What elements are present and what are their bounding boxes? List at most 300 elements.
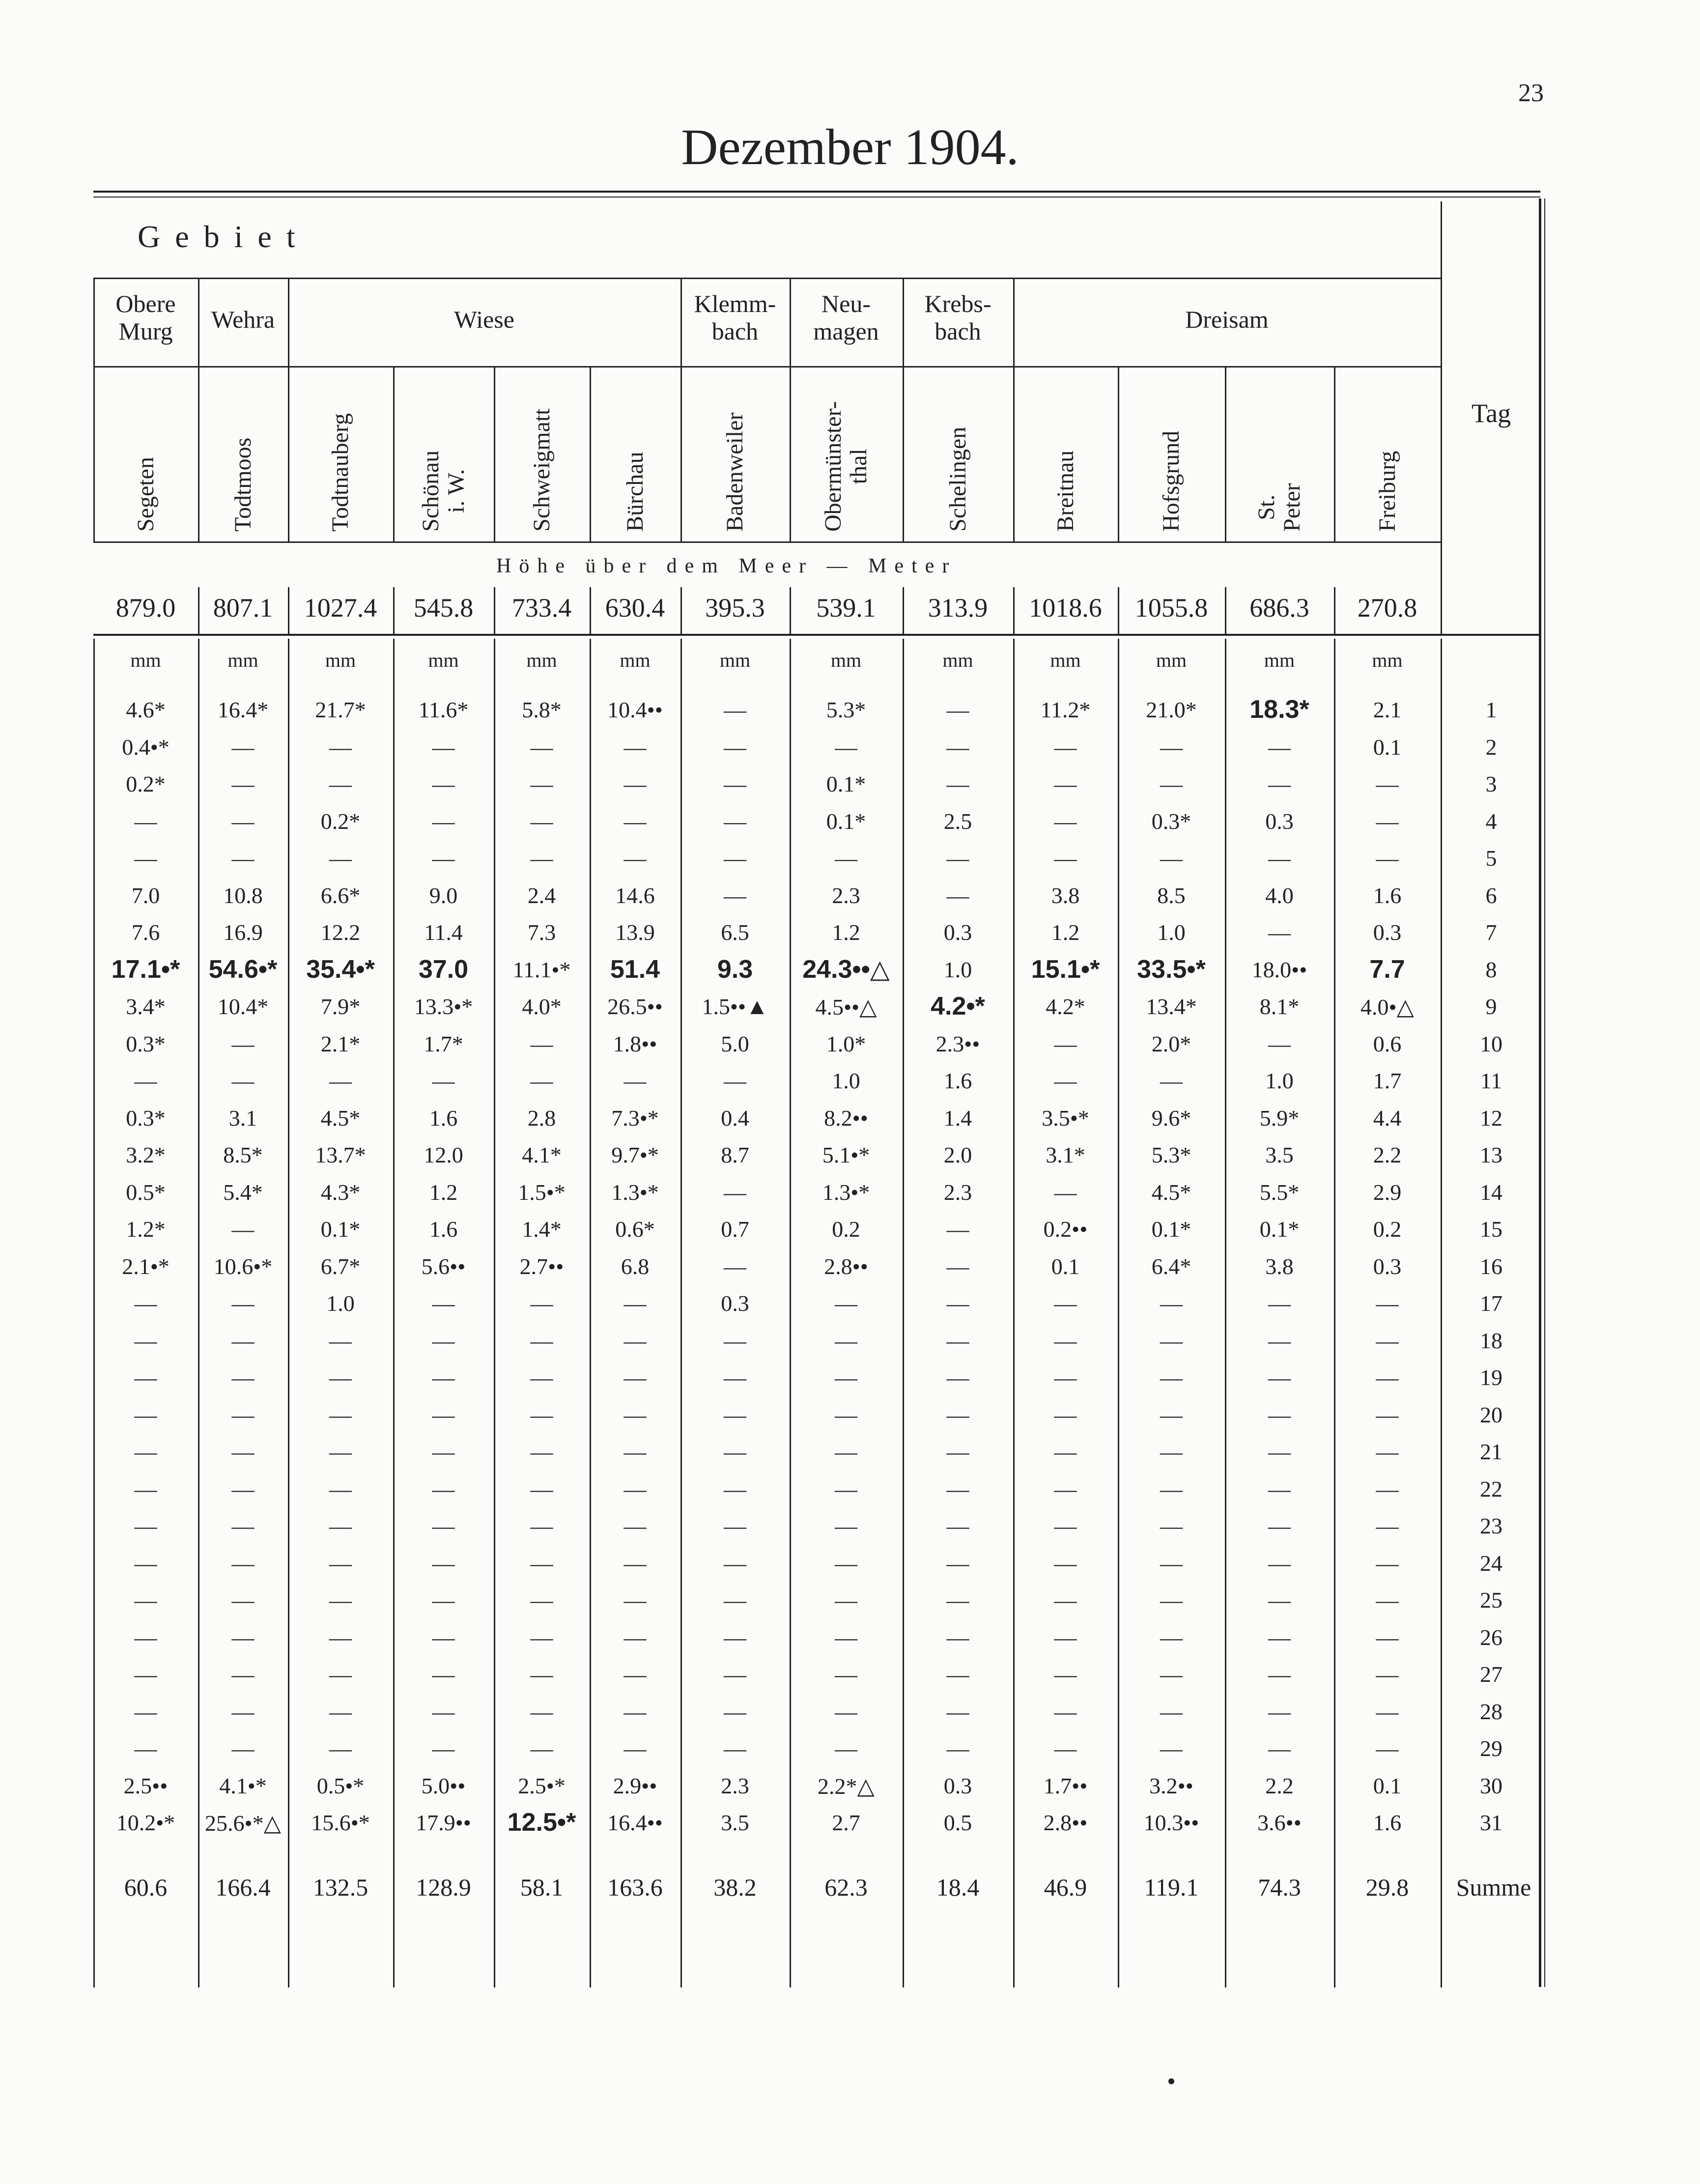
table-cell: 8.1*	[1259, 994, 1300, 1019]
table-cell: 12.0	[424, 1142, 463, 1167]
day-number: 1	[1485, 697, 1497, 722]
table-cell: 3.6••	[1257, 1810, 1302, 1835]
unit-label: mm	[227, 649, 258, 671]
table-cell: —	[530, 1439, 553, 1464]
table-cell: 2.9	[1373, 1179, 1402, 1205]
table-cell: —	[1268, 1550, 1291, 1576]
table-cell: —	[530, 1624, 553, 1650]
table-cell: —	[231, 1402, 255, 1427]
table-cell: 0.3	[1265, 808, 1294, 834]
table-cell: —	[724, 1328, 746, 1353]
table-cell: 7.6	[131, 920, 160, 945]
table-cell: —	[1268, 1031, 1291, 1056]
table-cell: 5.3*	[1151, 1142, 1191, 1167]
table-cell: —	[231, 1662, 255, 1687]
day-number: 2	[1485, 734, 1497, 760]
table-cell: —	[1376, 1291, 1399, 1316]
table-cell: —	[1160, 1068, 1183, 1093]
table-cell: —	[1268, 1699, 1291, 1724]
table-cell: 1.6	[943, 1068, 972, 1093]
table-cell: —	[530, 771, 553, 796]
table-cell: —	[530, 1476, 553, 1502]
table-cell: —	[1376, 1328, 1399, 1353]
table-cell: 26.5••	[607, 994, 663, 1019]
table-cell: —	[724, 1439, 746, 1464]
table-cell: —	[946, 1662, 969, 1687]
station-elevation: 630.4	[605, 593, 665, 623]
table-cell: —	[432, 1662, 455, 1687]
table-cell: 4.1•*	[219, 1773, 267, 1798]
table-cell: 18.3*	[1249, 695, 1309, 724]
table-cell: —	[946, 697, 969, 722]
table-cell: 13.3•*	[414, 994, 473, 1019]
table-cell: 2.1*	[320, 1031, 361, 1056]
station-elevation: 807.1	[213, 593, 273, 623]
table-cell: 10.3••	[1143, 1810, 1199, 1835]
table-cell: —	[1376, 1624, 1399, 1650]
unit-label: mm	[325, 649, 356, 671]
table-cell: 2.2*△	[818, 1773, 875, 1799]
table-cell: 1.0	[832, 1068, 860, 1093]
table-cell: —	[724, 734, 746, 760]
summe-label: Summe	[1456, 1873, 1531, 1901]
table-cell: 0.3	[721, 1291, 749, 1316]
table-cell: —	[835, 734, 857, 760]
table-cell: 2.1•*	[122, 1253, 170, 1279]
table-cell: —	[1376, 1476, 1399, 1502]
table-cell: —	[1054, 1699, 1077, 1724]
table-cell: —	[329, 1328, 352, 1353]
table-cell: —	[835, 1662, 857, 1687]
table-cell: —	[724, 808, 746, 834]
table-cell: 0.2••	[1043, 1217, 1088, 1242]
table-cell: —	[134, 1476, 157, 1502]
table-cell: —	[134, 1736, 157, 1761]
station-elevation: 1018.6	[1029, 593, 1102, 623]
total-cell: 128.9	[416, 1873, 471, 1901]
table-cell: —	[946, 846, 969, 871]
table-cell: —	[946, 1402, 969, 1427]
table-cell: —	[946, 771, 969, 796]
station-name: Freiburg	[1374, 451, 1400, 532]
table-cell: —	[134, 1662, 157, 1687]
table-cell: —	[231, 1624, 255, 1650]
table-cell: —	[231, 1476, 255, 1502]
table-cell: 4.6*	[126, 697, 166, 722]
table-cell: —	[946, 1439, 969, 1464]
day-number: 6	[1485, 882, 1497, 908]
day-number: 28	[1480, 1699, 1502, 1724]
table-cell: 5.1•*	[822, 1142, 870, 1167]
table-cell: 3.2••	[1149, 1773, 1193, 1798]
station-separator	[1225, 366, 1226, 543]
page-number: 23	[1518, 79, 1544, 107]
table-cell: —	[1376, 1365, 1399, 1390]
table-cell: 2.2	[1373, 1142, 1402, 1167]
day-number: 15	[1480, 1217, 1502, 1242]
station-name: Segeten	[132, 457, 159, 532]
unit-label: mm	[130, 649, 161, 671]
table-cell: —	[231, 1736, 255, 1761]
station-elevation: 270.8	[1357, 593, 1417, 623]
table-cell: 6.7*	[320, 1253, 361, 1279]
table-cell: —	[1054, 808, 1077, 834]
table-cell: —	[835, 1365, 857, 1390]
table-cell: 4.5*	[320, 1105, 361, 1131]
table-cell: 4.0*	[522, 994, 562, 1019]
table-cell: —	[1268, 1439, 1291, 1464]
table-cell: 1.2*	[126, 1217, 166, 1242]
table-cell: 12.2	[320, 920, 361, 945]
table-cell: —	[835, 1699, 857, 1724]
table-cell: —	[1054, 1031, 1077, 1056]
table-cell: 3.1	[228, 1105, 257, 1131]
table-cell: —	[1160, 1624, 1183, 1650]
top-rule	[93, 191, 1540, 193]
table-cell: —	[1160, 1736, 1183, 1761]
table-cell: —	[231, 1588, 255, 1613]
table-cell: 0.1*	[1151, 1217, 1191, 1242]
table-cell: —	[1054, 771, 1077, 796]
data-column-line-tag	[1441, 639, 1442, 1987]
table-cell: —	[946, 1699, 969, 1724]
table-cell: —	[530, 808, 553, 834]
unit-label: mm	[428, 649, 459, 671]
table-cell: —	[623, 1662, 647, 1687]
table-cell: —	[1160, 1328, 1183, 1353]
table-cell: —	[1054, 1624, 1077, 1650]
table-cell: 9.7•*	[611, 1142, 659, 1167]
station-name: St. Peter	[1253, 483, 1305, 532]
day-number: 19	[1480, 1365, 1502, 1390]
table-cell: —	[1376, 1736, 1399, 1761]
day-number: 27	[1480, 1662, 1502, 1687]
table-cell: —	[1054, 846, 1077, 871]
table-cell: —	[623, 1365, 647, 1390]
day-number: 7	[1485, 920, 1497, 945]
table-cell: —	[1268, 734, 1291, 760]
table-cell: —	[1268, 1624, 1291, 1650]
table-cell: —	[1376, 1550, 1399, 1576]
table-cell: 0.1*	[826, 771, 866, 796]
table-cell: —	[134, 808, 157, 834]
table-cell: 13.7*	[315, 1142, 366, 1167]
table-cell: 54.6•*	[208, 955, 278, 984]
table-cell: —	[231, 1439, 255, 1464]
table-cell: 5.5*	[1259, 1179, 1300, 1205]
table-cell: 1.6	[429, 1105, 458, 1131]
table-cell: —	[623, 771, 647, 796]
table-cell: 10.8	[223, 882, 263, 908]
table-cell: 1.3•*	[822, 1179, 870, 1205]
unit-label: mm	[526, 649, 557, 671]
table-cell: —	[946, 1513, 969, 1538]
station-name: Hofsgrund	[1158, 430, 1184, 532]
table-cell: —	[1054, 1662, 1077, 1687]
table-cell: 25.6•*△	[205, 1811, 281, 1836]
table-cell: 6.5	[721, 920, 749, 945]
table-cell: 11.1•*	[512, 957, 571, 982]
table-cell: —	[530, 1699, 553, 1724]
right-frame	[1539, 199, 1541, 1987]
table-cell: —	[835, 1736, 857, 1761]
table-cell: 1.3•*	[611, 1179, 659, 1205]
table-cell: —	[329, 1365, 352, 1390]
table-cell: 10.2•*	[116, 1810, 175, 1835]
table-cell: 0.3*	[126, 1031, 166, 1056]
table-cell: —	[623, 1402, 647, 1427]
table-cell: 0.1	[1373, 1773, 1402, 1798]
table-cell: 16.4*	[217, 697, 269, 722]
table-cell: —	[724, 1588, 746, 1613]
table-cell: —	[1160, 1402, 1183, 1427]
table-cell: 2.8••	[824, 1253, 868, 1279]
table-cell: 1.2	[832, 920, 860, 945]
table-cell: 15.1•*	[1031, 955, 1100, 984]
region-top-rule	[93, 278, 1442, 279]
table-cell: —	[432, 1624, 455, 1650]
day-number: 29	[1480, 1736, 1502, 1761]
table-cell: —	[1054, 1365, 1077, 1390]
table-cell: 11.6*	[418, 697, 469, 722]
hoehe-label: Höhe über dem Meer — Meter	[496, 555, 957, 577]
table-cell: —	[432, 734, 455, 760]
table-cell: —	[1054, 734, 1077, 760]
table-cell: 7.9*	[320, 994, 361, 1019]
table-cell: 6.8	[621, 1253, 650, 1279]
table-cell: 10.4••	[607, 697, 663, 722]
table-cell: 0.3	[943, 1773, 972, 1798]
table-cell: —	[724, 1365, 746, 1390]
table-cell: —	[623, 808, 647, 834]
table-cell: 4.0•△	[1360, 994, 1414, 1020]
table-cell: —	[329, 734, 352, 760]
table-cell: 1.0	[326, 1291, 355, 1316]
unit-label: mm	[942, 649, 973, 671]
table-cell: —	[329, 1662, 352, 1687]
table-cell: 9.3	[717, 955, 753, 984]
table-cell: —	[329, 1550, 352, 1576]
table-cell: 5.6••	[421, 1253, 466, 1279]
table-cell: 0.2	[1373, 1217, 1402, 1242]
table-cell: 1.2	[429, 1179, 458, 1205]
total-cell: 62.3	[824, 1873, 868, 1901]
table-cell: 0.6	[1373, 1031, 1402, 1056]
day-number: 22	[1480, 1476, 1502, 1502]
table-cell: 4.3*	[320, 1179, 361, 1205]
table-cell: 17.1•*	[111, 955, 180, 984]
table-cell: —	[1268, 1402, 1291, 1427]
table-cell: —	[1376, 808, 1399, 834]
table-cell: —	[432, 1550, 455, 1576]
table-cell: 2.5••	[123, 1773, 168, 1798]
table-cell: —	[329, 771, 352, 796]
table-cell: —	[1160, 1699, 1183, 1724]
table-cell: 13.4*	[1146, 994, 1197, 1019]
region-label: Klemm- bach	[694, 290, 776, 345]
table-cell: —	[1376, 846, 1399, 871]
table-cell: —	[1376, 1439, 1399, 1464]
table-cell: 5.0••	[421, 1773, 466, 1798]
table-cell: —	[946, 1476, 969, 1502]
table-cell: 14.6	[615, 882, 655, 908]
table-cell: —	[1160, 1439, 1183, 1464]
table-cell: 4.2•*	[931, 992, 985, 1021]
table-cell: 1.0	[1265, 1068, 1294, 1093]
table-cell: 0.7	[721, 1217, 749, 1242]
station-top-rule	[93, 366, 1442, 368]
table-cell: —	[1160, 1513, 1183, 1538]
day-number: 26	[1480, 1624, 1502, 1650]
table-cell: 1.2	[1051, 920, 1080, 945]
table-cell: —	[530, 1031, 553, 1056]
table-cell: —	[623, 1439, 647, 1464]
table-cell: —	[1160, 1662, 1183, 1687]
page-title: Dezember 1904.	[681, 119, 1019, 175]
table-cell: —	[231, 1068, 255, 1093]
table-cell: 3.5•*	[1042, 1105, 1089, 1131]
table-cell: —	[724, 1736, 746, 1761]
table-cell: 0.2*	[320, 808, 361, 834]
table-cell: —	[231, 808, 255, 834]
table-cell: —	[623, 1624, 647, 1650]
table-cell: 12.5•*	[507, 1808, 576, 1837]
table-cell: —	[231, 1513, 255, 1538]
unit-label: mm	[620, 649, 651, 671]
table-cell: —	[1268, 1513, 1291, 1538]
station-elevation: 1055.8	[1134, 593, 1208, 623]
table-cell: —	[1268, 1365, 1291, 1390]
unit-label: mm	[719, 649, 751, 671]
table-cell: 2.4	[527, 882, 556, 908]
table-cell: —	[329, 1699, 352, 1724]
table-cell: —	[946, 1550, 969, 1576]
table-cell: —	[1268, 1291, 1291, 1316]
table-cell: 5.3*	[826, 697, 866, 722]
table-cell: 4.5••△	[815, 994, 877, 1020]
day-number: 8	[1485, 957, 1497, 982]
region-label: Krebs- bach	[924, 290, 992, 345]
table-cell: 0.3*	[1151, 808, 1191, 834]
table-cell: —	[946, 1624, 969, 1650]
table-cell: 1.6	[429, 1217, 458, 1242]
gebiet-label: Gebiet	[138, 219, 310, 254]
table-cell: —	[724, 1253, 746, 1279]
table-cell: 3.8	[1265, 1253, 1294, 1279]
table-cell: 1.6	[1373, 1810, 1402, 1835]
table-cell: 8.5*	[223, 1142, 263, 1167]
total-cell: 74.3	[1258, 1873, 1301, 1901]
table-cell: —	[835, 1328, 857, 1353]
table-cell: 3.1*	[1046, 1142, 1085, 1167]
station-bottom-rule	[93, 541, 1442, 543]
table-cell: 0.3	[943, 920, 972, 945]
table-cell: 0.3	[1373, 920, 1402, 945]
unit-label: mm	[830, 649, 862, 671]
table-cell: —	[432, 1736, 455, 1761]
table-cell: 33.5•*	[1137, 955, 1206, 984]
table-cell: —	[432, 1068, 455, 1093]
table-cell: 2.3	[721, 1773, 749, 1798]
table-cell: —	[231, 1699, 255, 1724]
table-cell: —	[329, 1736, 352, 1761]
table-cell: —	[530, 1588, 553, 1613]
total-cell: 119.1	[1144, 1873, 1199, 1901]
table-cell: 0.5	[943, 1810, 972, 1835]
table-cell: 9.6*	[1151, 1105, 1191, 1131]
table-cell: —	[530, 1328, 553, 1353]
station-name: Schönau i. W.	[417, 450, 469, 532]
table-cell: 0.1*	[826, 808, 866, 834]
table-cell: 7.3•*	[611, 1105, 659, 1131]
table-cell: 1.7••	[1043, 1773, 1088, 1798]
table-cell: —	[1054, 1068, 1077, 1093]
table-cell: 16.4••	[607, 1810, 663, 1835]
table-cell: —	[1160, 771, 1183, 796]
table-cell: —	[134, 1068, 157, 1093]
table-cell: 5.9*	[1259, 1105, 1300, 1131]
table-cell: —	[329, 1513, 352, 1538]
table-cell: —	[432, 771, 455, 796]
table-cell: —	[432, 1365, 455, 1390]
table-cell: 0.4	[721, 1105, 749, 1131]
table-cell: —	[1054, 1328, 1077, 1353]
table-cell: —	[432, 846, 455, 871]
day-number: 17	[1480, 1291, 1502, 1316]
table-cell: 3.2*	[126, 1142, 166, 1167]
table-cell: —	[134, 846, 157, 871]
table-cell: —	[134, 1402, 157, 1427]
table-cell: 17.9••	[416, 1810, 471, 1835]
table-cell: —	[432, 1328, 455, 1353]
table-cell: 8.5	[1157, 882, 1186, 908]
table-cell: —	[530, 1550, 553, 1576]
table-cell: 4.4	[1373, 1105, 1402, 1131]
table-cell: 51.4	[610, 955, 660, 984]
table-cell: —	[1054, 1736, 1077, 1761]
elevation-bottom-rule	[93, 634, 1540, 636]
table-cell: —	[1160, 846, 1183, 871]
table-cell: —	[1160, 1365, 1183, 1390]
total-cell: 132.5	[312, 1873, 368, 1901]
table-cell: —	[946, 882, 969, 908]
table-cell: —	[946, 734, 969, 760]
table-cell: 1.5•*	[518, 1179, 566, 1205]
table-cell: —	[432, 1699, 455, 1724]
station-name: Todtmoos	[229, 437, 256, 532]
day-number: 5	[1485, 846, 1497, 871]
stray-dot	[1168, 2078, 1174, 2084]
table-cell: —	[724, 1476, 746, 1502]
table-cell: 11.2*	[1040, 697, 1091, 722]
station-elevation: 686.3	[1249, 593, 1309, 623]
table-cell: —	[946, 1291, 969, 1316]
total-cell: 60.6	[124, 1873, 168, 1901]
table-cell: —	[724, 1550, 746, 1576]
table-cell: —	[530, 734, 553, 760]
total-cell: 163.6	[607, 1873, 663, 1901]
table-cell: 9.0	[429, 882, 458, 908]
total-cell: 18.4	[936, 1873, 980, 1901]
region-label: Dreisam	[1185, 306, 1269, 333]
station-separator	[494, 366, 495, 543]
table-cell: 0.5•*	[316, 1773, 365, 1798]
table-cell: —	[946, 1253, 969, 1279]
table-cell: —	[1376, 1588, 1399, 1613]
table-cell: —	[329, 1624, 352, 1650]
total-cell: 29.8	[1365, 1873, 1409, 1901]
table-cell: —	[134, 1439, 157, 1464]
